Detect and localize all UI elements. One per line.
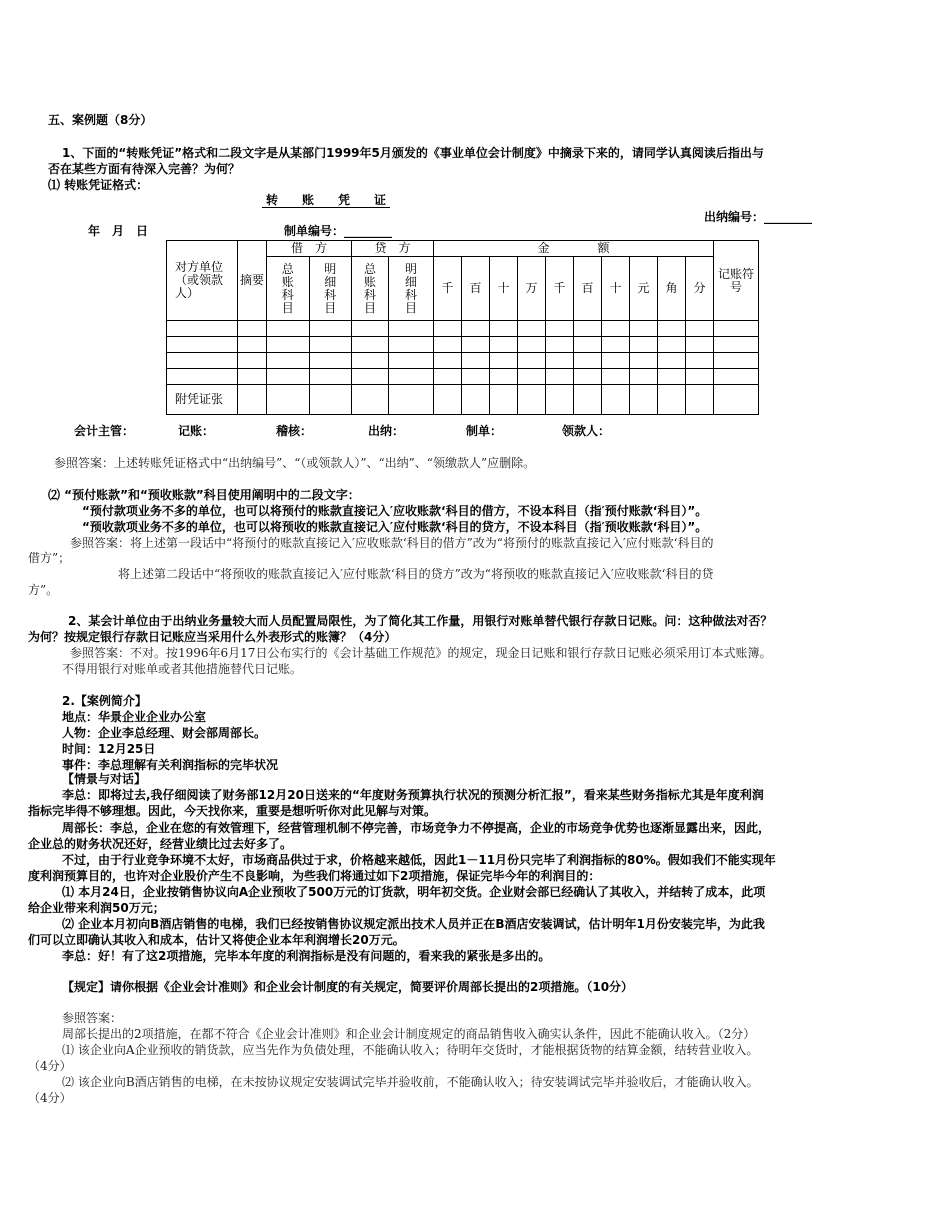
- case-dialog-2a: 周部长：李总，企业在您的有效管理下，经营管理机制不停完善，市场竞争力不停提高，企业的市场竞争优势也逐渐显露出来，因此，: [62, 821, 771, 835]
- footer-bookkeeper: 记账：: [178, 424, 215, 438]
- digit-col: 万: [518, 257, 546, 321]
- header-party: 对方单位（或领款人）: [167, 241, 238, 321]
- table-row: [167, 385, 759, 415]
- case-dialog-5a: ⑵ 企业本月初向B酒店销售的电梯，我们已经按销售协议规定派出技术人员并正在B酒店安装调试，估计明年1月份安装完毕，为此我: [62, 917, 765, 931]
- header-credit: 贷 方: [352, 241, 434, 257]
- header-summary: 摘要: [238, 241, 267, 321]
- header-amount: 金 额: [434, 241, 714, 257]
- q1-part2-label: ⑵ “预付账款”和“预收账款”科目使用阐明中的二段文字：: [48, 488, 360, 502]
- q1-part2-answer1a: 参照答案：将上述第一段话中“将预付的账款直接记入′应收账款‘科目的借方”改为“将预付的账款直接记入′应付账款‘科目的: [70, 536, 714, 550]
- header-debit-ledger: 总账科目: [267, 257, 310, 321]
- q1-part2-answer1b: 借方”；: [28, 551, 71, 565]
- digit-col: 百: [462, 257, 490, 321]
- q2-answer1: 参照答案：不对。按1996年6月17日公布实行的《会计基础工作规范》的规定，现金日记账和银行存款日记账必须采用订本式账簿。: [70, 646, 772, 660]
- case-requirement: 【规定】请你根据《企业会计准则》和企业会计制度的有关规定，简要评价周部长提出的2项措施。（10分）: [62, 980, 634, 994]
- case-dialog-1a: 李总：即将过去,我仔细阅读了财务部12月20日送来的“年度财务预算执行状况的预测分析汇报”，看来某些财务指标尤其是年度利润: [62, 788, 764, 802]
- voucher-table: [166, 240, 759, 415]
- case-answer-3a: ⑵ 该企业向B酒店销售的电梯，在未按协议规定安装调试完毕并验收前，不能确认收入；待安装调试完毕并验收后，才能确认收入。: [62, 1075, 759, 1089]
- case-dialog-2b: 企业总的财务状况还好，经营业绩比过去好多了。: [28, 837, 293, 851]
- footer-cashier: 出纳：: [368, 424, 405, 438]
- digit-col: 元: [630, 257, 658, 321]
- header-debit: 借 方: [267, 241, 352, 257]
- section-title: 五、案例题（8分）: [48, 113, 153, 127]
- case-answer-2b: （4分）: [28, 1059, 72, 1073]
- case-dialog-1b: 指标完毕得不够理想。因此，今天找你来，重要是想听听你对此见解与对策。: [28, 804, 437, 818]
- case-dialog-title: 【情景与对话】: [62, 772, 147, 786]
- digit-col: 千: [434, 257, 462, 321]
- digit-col: 十: [490, 257, 518, 321]
- footer-maker: 制单：: [466, 424, 503, 438]
- header-credit-ledger: 总账科目: [352, 257, 389, 321]
- case-dialog-3a: 不过，由于行业竞争环境不太好，市场商品供过于求，价格越来越低，因此1－11月份只完毕了利润指标的80%。假如我们不能实现年: [62, 853, 776, 867]
- case-place: 地点：华景企业企业办公室: [62, 710, 207, 724]
- header-post-mark: 记账符号: [714, 241, 759, 321]
- voucher-make-no: 制单编号：________: [284, 224, 393, 238]
- q1-line1: 1、下面的“转账凭证”格式和二段文字是从某部门1999年5月颁发的《事业单位会计制度》中摘录下来的，请同学认真阅读后指出与: [62, 146, 764, 160]
- digit-col: 百: [574, 257, 602, 321]
- q1-part2-quote1: “预付款项业务不多的单位，也可以将预付的账款直接记入′应收账款‘科目的借方，不设本科目（指′预付账款‘科目）”。: [82, 504, 708, 518]
- case-event: 事件：李总理解有关利润指标的完毕状况: [62, 758, 279, 772]
- digit-col: 角: [658, 257, 686, 321]
- case-dialog-5b: 们可以立即确认其收入和成本，估计又将使企业本年利润增长20万元。: [28, 933, 405, 947]
- case-dialog-4b: 给企业带来利润50万元；: [28, 901, 165, 915]
- header-debit-detail: 明细科目: [309, 257, 352, 321]
- case-dialog-4a: ⑴ 本月24日，企业按销售协议向A企业预收了500万元的订货款，明年初交货。企业财会部已经确认了其收入，并结转了成本，此项: [62, 885, 766, 899]
- voucher-date: 年 月 日: [88, 224, 149, 238]
- case-answer-title: 参照答案：: [62, 1011, 123, 1025]
- header-credit-detail: 明细科目: [389, 257, 434, 321]
- q1-part2-answer2b: 方”。: [28, 583, 59, 597]
- case-dialog-6: 李总：好！有了这2项措施，完毕本年度的利润指标是没有问题的，看来我的紧张是多出的。: [62, 949, 551, 963]
- voucher-cashier-no: 出纳编号：________: [704, 210, 813, 224]
- case-dialog-3b: 度利润预算目的，也许对企业股价产生不良影响，为些我们将通过如下2项措施，保证完毕今年的利润目的：: [28, 869, 601, 883]
- digit-col: 分: [686, 257, 714, 321]
- footer-payee: 领款人：: [562, 424, 611, 438]
- q1-line2: 否在某些方面有待深入完善？为何？: [48, 162, 241, 176]
- q1-part1-label: ⑴ 转账凭证格式：: [48, 178, 149, 192]
- attachment-cell: 附凭证张: [167, 385, 238, 415]
- voucher-title: 转 账 凭 证: [262, 193, 390, 208]
- case-time: 时间：12月25日: [62, 742, 156, 756]
- case-answer-2a: ⑴ 该企业向A企业预收的销货款，应当先作为负债处理，不能确认收入；待明年交货时，才能根据货物的结算金额，结转营业收入。: [62, 1043, 759, 1057]
- footer-supervisor: 会计主管：: [74, 424, 135, 438]
- digit-col: 十: [602, 257, 630, 321]
- q1-part2-answer2a: 将上述第二段话中“将预收的账款直接记入′应付账款‘科目的贷方”改为“将预收的账款直接记入′应收账款‘科目的贷: [118, 567, 714, 581]
- case-people: 人物：企业李总经理、财会部周部长。: [62, 726, 267, 740]
- case-answer-1: 周部长提出的2项措施，在都不符合《企业会计准则》和企业会计制度规定的商品销售收入确实认条件，因此不能确认收入。（2分）: [62, 1027, 756, 1041]
- case-answer-3b: （4分）: [28, 1091, 72, 1105]
- table-row: [167, 321, 759, 337]
- case-title: 2.【案例简介】: [62, 694, 147, 708]
- q2-line2: 为何？按规定银行存款日记账应当采用什么外表形式的账簿？（4分）: [28, 630, 397, 644]
- footer-auditor: 稽核：: [276, 424, 313, 438]
- table-row: [167, 337, 759, 353]
- table-row: [167, 369, 759, 385]
- q2-answer2: 不得用银行对账单或者其他措施替代日记账。: [62, 662, 303, 676]
- table-row: [167, 353, 759, 369]
- q1-part2-quote2: “预收款项业务不多的单位，也可以将预收的账款直接记入′应付账款‘科目的贷方，不设本科目（指′预收账款‘科目）”。: [82, 520, 708, 534]
- q2-line1: 2、某会计单位由于出纳业务量较大而人员配置局限性，为了简化其工作量，用银行对账单替代银行存款日记账。问：这种做法对否？: [68, 614, 773, 628]
- digit-col: 千: [546, 257, 574, 321]
- q1-part1-answer: 参照答案：上述转账凭证格式中“出纳编号”、“（或领款人）”、“出纳”、“领缴款人”应删除。: [54, 456, 536, 470]
